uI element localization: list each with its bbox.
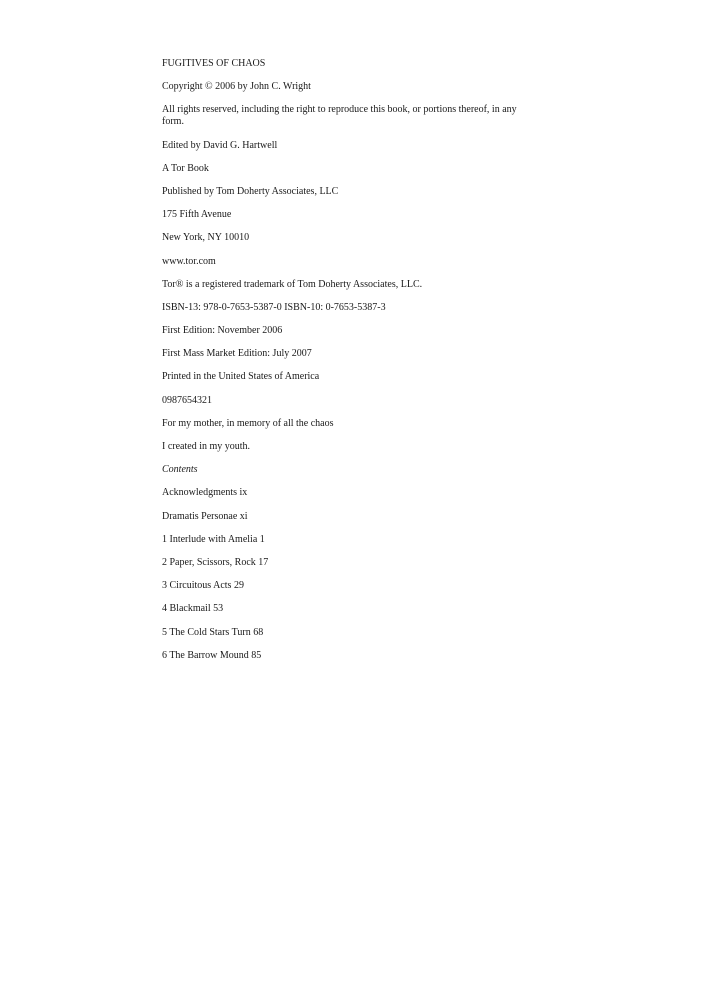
dedication-line-1: For my mother, in memory of all the chaos (162, 417, 334, 429)
first-edition-line: First Edition: November 2006 (162, 325, 283, 337)
contents-item: 1 Interlude with Amelia 1 (162, 533, 265, 545)
contents-item: Dramatis Personae xi (162, 510, 248, 522)
book-front-matter (162, 58, 532, 673)
address-city: New York, NY 10010 (162, 232, 250, 244)
contents-heading: Contents (162, 464, 198, 476)
isbn-line: ISBN-13: 978-0-7653-5387-0 ISBN-10: 0-7653-5387-3 (162, 301, 386, 313)
contents-item: 6 The Barrow Mound 85 (162, 649, 262, 661)
dedication-line-2: I created in my youth. (162, 441, 251, 452)
publisher-line: Published by Tom Doherty Associates, LLC (162, 185, 339, 197)
trademark-line: Tor® is a registered trademark of Tom Doherty Associates, LLC. (162, 278, 423, 290)
printed-in-line: Printed in the United States of America (162, 371, 320, 383)
rights-statement: All rights reserved, including the right to reproduce this book, or portions thereof, in any form. (162, 104, 517, 128)
contents-item: 3 Circuitous Acts 29 (162, 580, 244, 592)
contents-item: 2 Paper, Scissors, Rock 17 (162, 556, 269, 568)
editor-line: Edited by David G. Hartwell (162, 139, 278, 151)
print-line: 0987654321 (162, 394, 212, 406)
mass-market-edition-line: First Mass Market Edition: July 2007 (162, 348, 312, 360)
contents-item: 5 The Cold Stars Turn 68 (162, 626, 264, 638)
copyright-line: Copyright © 2006 by John C. Wright (162, 81, 311, 93)
book-title: FUGITIVES OF CHAOS (162, 58, 266, 69)
contents-item: Acknowledgments ix (162, 487, 248, 499)
contents-item: 4 Blackmail 53 (162, 603, 224, 615)
address-street: 175 Fifth Avenue (162, 209, 232, 221)
imprint-line: A Tor Book (162, 162, 209, 174)
website-line: www.tor.com (162, 255, 216, 267)
